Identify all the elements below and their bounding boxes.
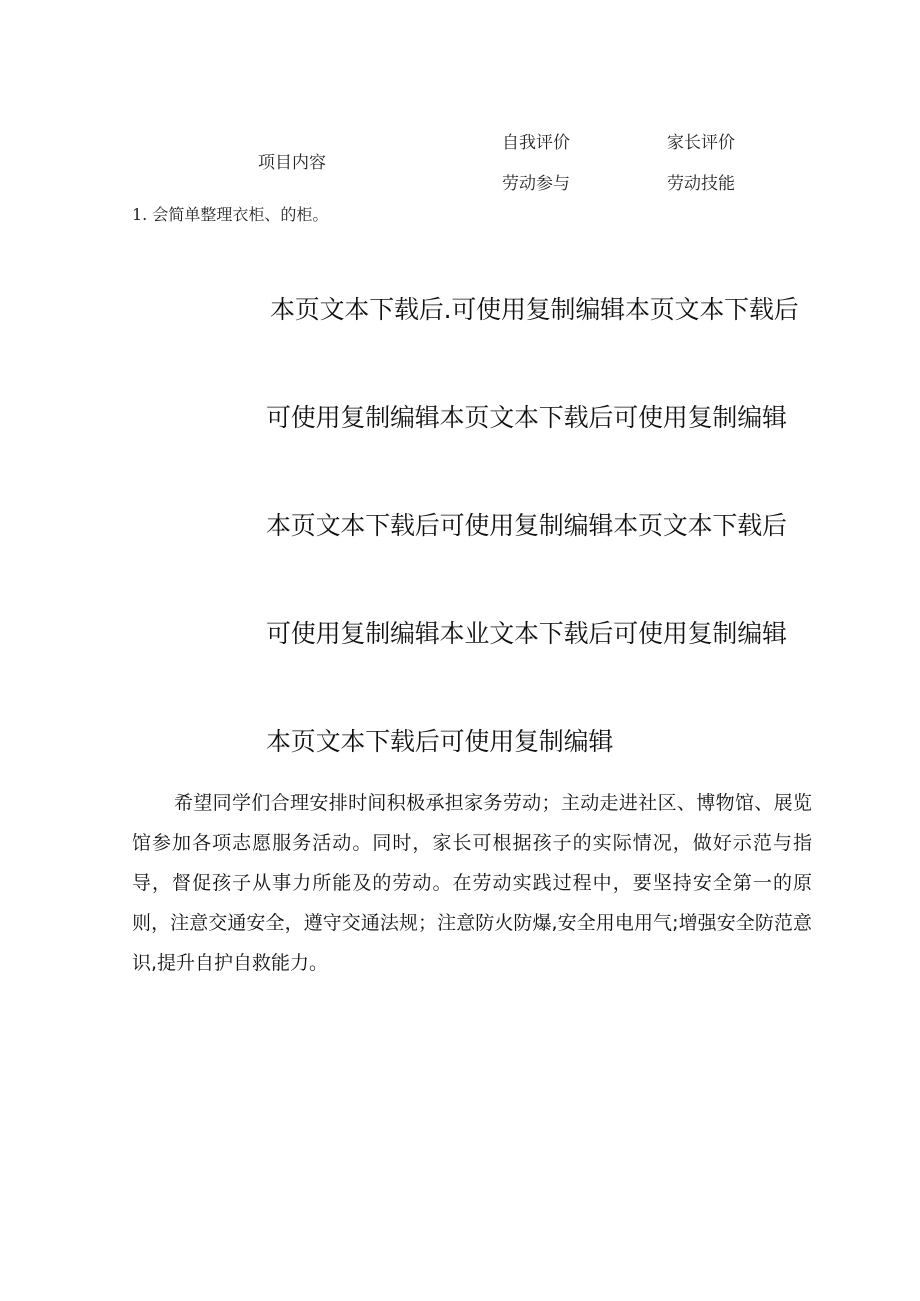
watermark-line-1: 本页文本下载后.可使用复制编辑本页文本下载后 bbox=[270, 295, 799, 324]
watermark-line-4: 可使用复制编辑本业文本下载后可使用复制编辑 bbox=[266, 619, 787, 648]
watermark-line-2: 可使用复制编辑本页文本下载后可使用复制编辑 bbox=[266, 403, 787, 432]
table-row-item-1: 1. 会简单整理衣柜、的柜。 bbox=[132, 205, 329, 224]
subheader-labor-participation: 劳动参与 bbox=[502, 174, 570, 194]
header-parent-evaluation: 家长评价 bbox=[667, 133, 735, 153]
subheader-labor-skill: 劳动技能 bbox=[667, 174, 735, 194]
watermark-line-5: 本页文本下载后可使用复制编辑 bbox=[266, 727, 614, 756]
body-paragraph: 希望同学们合理安排时间积极承担家务劳动；主动走进社区、博物馆、展览馆参加各项志愿服务活动。同时，家长可根据孩子的实际情况，做好示范与指导，督促孩子从事力所能及的劳动。在劳动实践过程中，要坚持安全第一的原则，注意交通安全，遵守交通法规；注意防火防爆,安全用电用气;增强安全防范意识,提升自护自救能力。 bbox=[132, 792, 812, 974]
header-self-evaluation: 自我评价 bbox=[502, 133, 570, 153]
watermark-line-3: 本页文本下载后可使用复制编辑本页文本下载后 bbox=[266, 511, 787, 540]
header-item-content: 项目内容 bbox=[258, 153, 326, 173]
